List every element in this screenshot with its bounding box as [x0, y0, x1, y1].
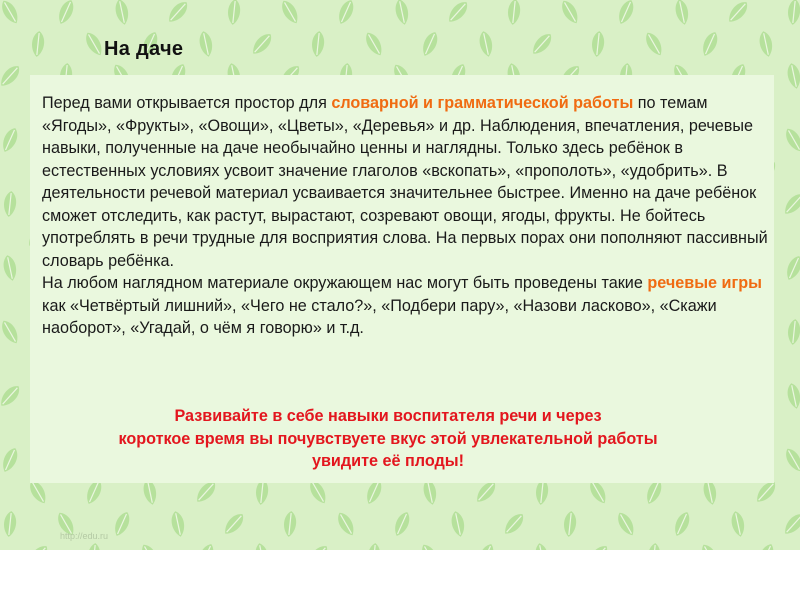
leaf-icon — [0, 446, 21, 475]
leaf-icon — [227, 0, 242, 26]
leaf-icon — [507, 0, 522, 26]
paragraph-text: по темам «Ягоды», «Фрукты», «Овощи», «Цветы», «Деревья» и др. Наблюдения, впечатления, речевые навыки, полученные на даче необычайно ценны и наглядны. Только здесь ребёнок в естественных условиях усвоит значение глаголов «вскопать», «прополоть», «удобрить». В деятельности речевой материал усваивается значительнее быстрее. Именно на даче ребёнок сможет отследить, как растут, вырастают, созревают овощи, ягоды, фрукты. Не бойтесь употреблять в речи трудные для восприятия слова. На первых порах они пополняют пассивный словарь ребёнка. — [42, 94, 768, 270]
leaf-icon — [0, 382, 23, 409]
leaf-icon — [787, 0, 800, 26]
leaf-icon — [445, 0, 471, 26]
leaf-icon — [418, 542, 441, 550]
leaf-icon — [585, 542, 611, 550]
body-text — [42, 92, 774, 340]
leaf-icon — [477, 30, 494, 58]
leaf-icon — [671, 510, 693, 539]
closing-message — [38, 405, 738, 473]
leaf-icon — [25, 542, 51, 550]
leaf-icon — [673, 0, 690, 26]
leaf-icon — [615, 0, 637, 26]
highlight-speech-games: речевые игры — [647, 274, 762, 292]
leaf-icon — [782, 446, 800, 475]
leaf-icon — [55, 0, 77, 26]
leaf-icon — [195, 542, 217, 550]
leaf-icon — [253, 542, 270, 550]
leaf-icon — [785, 382, 800, 410]
leaf-icon — [0, 126, 21, 155]
leaf-icon — [1, 254, 18, 282]
leaf-icon — [3, 510, 18, 537]
leaf-icon — [31, 30, 46, 57]
leaf-icon — [781, 190, 800, 217]
leaf-icon — [699, 30, 721, 59]
leaf-icon — [533, 542, 550, 550]
paragraph-vocabulary — [42, 92, 774, 272]
leaf-icon — [757, 30, 774, 58]
leaf-icon — [335, 0, 357, 26]
leaf-icon — [449, 510, 466, 538]
leaf-icon — [87, 542, 102, 550]
leaf-icon — [501, 510, 527, 537]
paragraph-text: как «Четвёртый лишний», «Чего не стало?», «Подбери пару», «Назови ласково», «Скажи наоборот», «Угадай, о чём я говорю» и т.д. — [42, 296, 717, 337]
closing-line: увидите её плоды! — [311, 452, 465, 470]
leaf-icon — [785, 62, 800, 90]
leaf-icon — [165, 0, 191, 26]
leaf-icon — [391, 510, 413, 539]
leaf-icon — [197, 30, 214, 58]
leaf-icon — [0, 318, 22, 347]
closing-line: Развивайте в себе навыки воспитателя речи и через — [174, 407, 602, 425]
leaf-icon — [698, 542, 721, 550]
leaf-icon — [305, 542, 331, 550]
leaf-icon — [111, 510, 133, 539]
leaf-icon — [563, 510, 578, 537]
leaf-icon — [334, 510, 357, 539]
leaf-icon — [787, 318, 800, 345]
leaf-icon — [782, 126, 800, 155]
leaf-icon — [0, 62, 23, 89]
closing-line: короткое время вы почувствуете вкус этой увлекательной работы — [118, 429, 658, 448]
leaf-icon — [82, 30, 105, 59]
leaf-icon — [755, 542, 777, 550]
slide-title: На даче — [104, 38, 184, 60]
paragraph-text: На любом наглядном материале окружающем нас могут быть проведены такие — [42, 274, 648, 292]
leaf-icon — [0, 0, 22, 26]
leaf-icon — [591, 30, 606, 57]
leaf-icon — [138, 542, 161, 550]
leaf-icon — [362, 30, 385, 59]
highlight-vocabulary-work: словарной и грамматической работы — [331, 94, 634, 112]
leaf-icon — [558, 0, 581, 26]
leaf-icon — [419, 30, 441, 59]
leaf-icon — [729, 510, 746, 538]
paragraph-text: Перед вами открывается простор для — [42, 94, 332, 112]
leaf-icon — [475, 542, 497, 550]
leaf-icon — [529, 30, 555, 57]
leaf-icon — [393, 0, 410, 26]
leaf-icon — [783, 254, 800, 283]
leaf-icon — [113, 0, 130, 26]
leaf-icon — [781, 510, 800, 537]
leaf-icon — [278, 0, 301, 26]
leaf-icon — [367, 542, 382, 550]
leaf-icon — [169, 510, 186, 538]
paragraph-speech-games — [42, 272, 774, 340]
leaf-icon — [221, 510, 247, 537]
leaf-icon — [283, 510, 298, 537]
leaf-icon — [311, 30, 326, 57]
leaf-icon — [614, 510, 637, 539]
leaf-icon — [647, 542, 662, 550]
leaf-icon — [642, 30, 665, 59]
leaf-icon — [3, 190, 18, 217]
watermark: http://edu.ru — [60, 531, 109, 541]
leaf-icon — [725, 0, 751, 26]
leaf-icon — [249, 30, 275, 57]
